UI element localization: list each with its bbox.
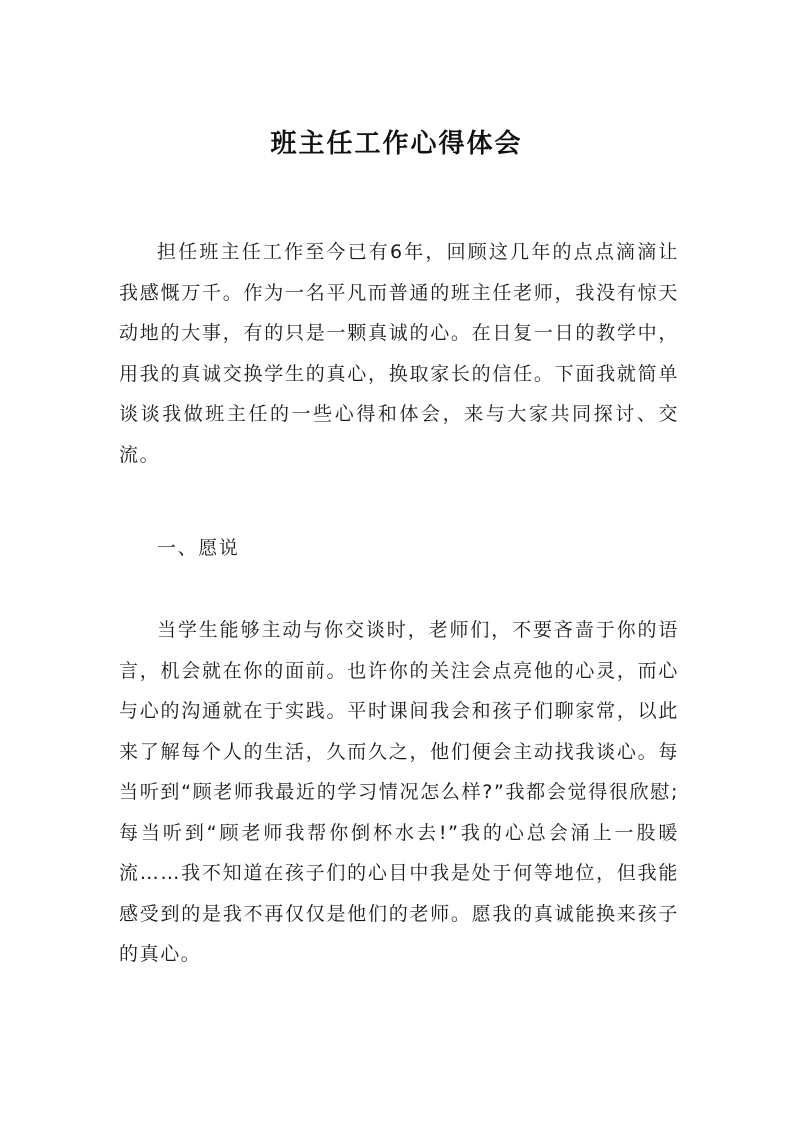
document-title: 班主任工作心得体会 [270, 129, 523, 159]
paragraph-section-one: 当学生能够主动与你交谈时，老师们，不要吝啬于你的语言，机会就在你的面前。也许你的关注会点亮他的心灵，而心与心的沟通就在于实践。平时课间我会和孩子们聊家常，以此来了解每个人的生活，久而久之，他们便会主动找我谈心。每当听到“顾老师我最近的学习情况怎么样?”我都会觉得很欣慰;每当听到“顾老师我帮你倒杯水去!”我的心总会涌上一股暖流……我不知道在孩子们的心目中我是处于何等地位，但我能感受到的是我不再仅仅是他们的老师。愿我的真诚能换来孩子的真心。 [119, 619, 679, 965]
paragraph-intro: 担任班主任工作至今已有6年，回顾这几年的点点滴滴让我感慨万千。作为一名平凡而普通的班主任老师，我没有惊天动地的大事，有的只是一颗真诚的心。在日复一日的教学中，用我的真诚交换学生的真心，换取家长的信任。下面我就简单谈谈我做班主任的一些心得和体会，来与大家共同探讨、交流。 [119, 241, 679, 466]
section-heading: 一、愿说 [157, 537, 240, 559]
